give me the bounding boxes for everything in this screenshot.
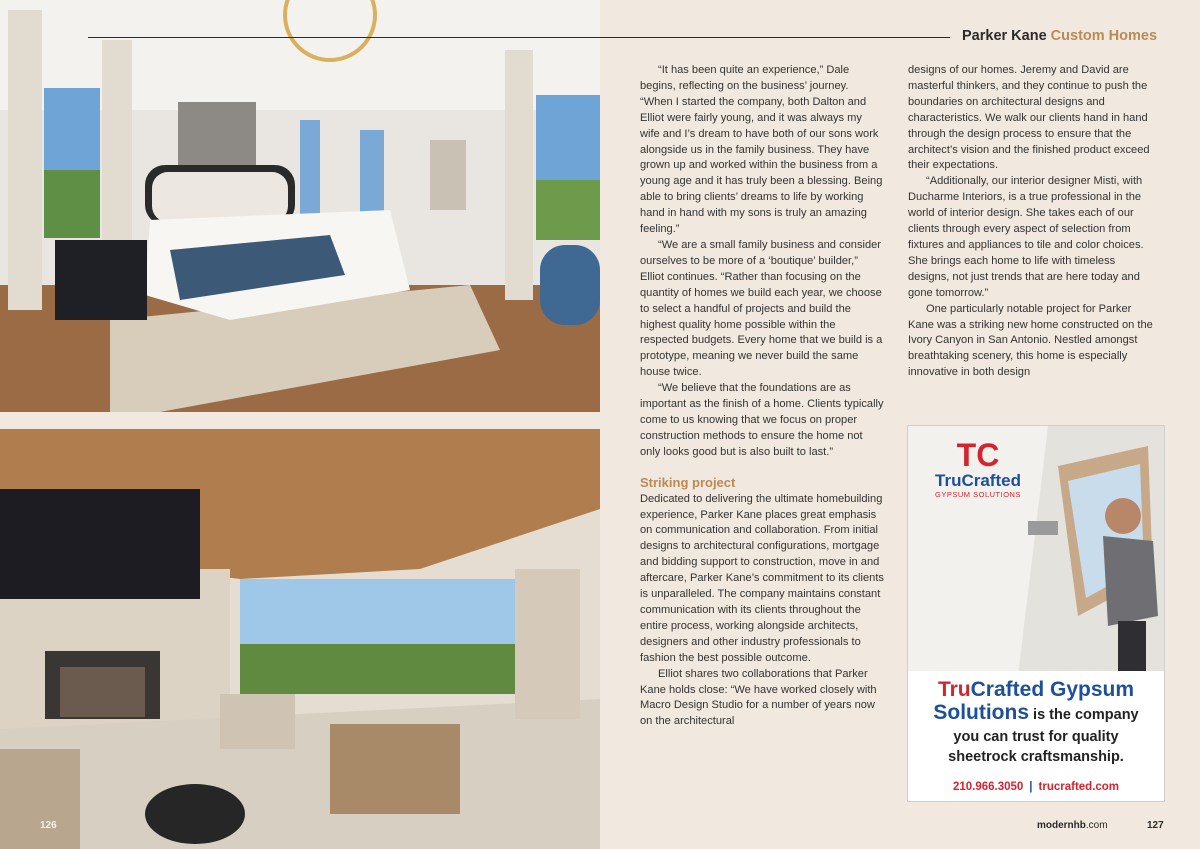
logo-mark: TC <box>956 437 1000 473</box>
ad-line-1: you can trust for quality <box>953 729 1119 745</box>
logo-subtitle: GYPSUM SOLUTIONS <box>935 490 1021 499</box>
page-number-right: 127 <box>1147 820 1164 831</box>
outdoor-living-photo <box>0 429 600 849</box>
footer-site[interactable] <box>1037 820 1108 831</box>
running-header <box>962 28 1157 44</box>
section-subhead: Striking project <box>640 474 736 490</box>
page-number-left: 126 <box>40 820 57 831</box>
paragraph: “It has been quite an experience,” Dale begins, reflecting on the business’ journey. “When I started the company, both Dalton and Elliot were fairly young, and it was always my wife and I’s dream to have both of our sons work alongside us in the family business. They have grown up and worked within the business from a young age and it has truly been a blessing. Being able to bring clients’ dreams to life by working hand in hand with my sons is truly an amazing feeling.” <box>640 64 883 236</box>
ad-copy <box>908 671 1164 801</box>
paragraph: Dedicated to delivering the ultimate homebuilding experience, Parker Kane places great emphasis on communication and collaboration. From initial designs to architectural configurations, mortgage and bidding support to construction, move in and aftercare, Parker Kane’s commitment to its clients is unparalleled. The company maintains constant communication with its clients throughout the entire process, working alongside architects, designers and other industry professionals to fashion the best possible outcome. <box>640 492 884 664</box>
trucrafted-advertisement[interactable] <box>907 425 1165 802</box>
ad-title2-rest: is the company <box>1029 707 1139 723</box>
site-rest: .com <box>1085 820 1108 831</box>
ad-separator: | <box>1029 781 1033 793</box>
ad-line-2: sheetrock craftsmanship. <box>948 749 1124 765</box>
paragraph: One particularly notable project for Parker Kane was a striking new home constructed on the Ivory Canyon in San Antonio. Nestled amongst breathtaking scenery, this home is especially innovative in both design <box>908 302 1153 379</box>
paragraph: “We are a small family business and consider ourselves to be more of a ‘boutique’ builder,” Elliot continues. “Rather than focusing on the quantity of homes we build each year, we choose to select a handful of projects and build the highest quality home possible within the respected budgets. Every home that we build is a prototype, meaning we never build the same house twice. <box>640 238 883 379</box>
bedroom-photo <box>0 0 600 412</box>
article-column-1 <box>640 63 884 730</box>
header-rule <box>88 37 950 38</box>
header-brand-accent: Custom Homes <box>1050 28 1158 44</box>
ad-title2-blue: Solutions <box>933 701 1030 724</box>
paragraph: Elliot shares two collaborations that Parker Kane holds close: “We have worked closely with Macro Design Studio for a number of years now on the architectural <box>640 667 877 728</box>
ad-title-blue: Crafted Gypsum <box>970 678 1135 701</box>
trucrafted-logo <box>908 426 1048 516</box>
site-bold: modernhb <box>1037 820 1086 831</box>
paragraph: “We believe that the foundations are as important as the finish of a home. Clients typically come to us knowing that we focus on proper construction methods to ensure the home not only looks good but is also built to last.” <box>640 382 884 458</box>
ad-title-red: Tru <box>937 678 971 701</box>
paragraph: “Additionally, our interior designer Misti, with Ducharme Interiors, is a true professional in the world of interior design. She takes each of our clients through every aspect of selection from fixtures and appliances to tile and color choices. She brings each home to life with timeless designs, not just trends that are here today and gone tomorrow.” <box>908 175 1144 299</box>
logo-name: TruCrafted <box>935 471 1021 490</box>
article-column-2 <box>908 63 1158 381</box>
header-brand: Parker Kane <box>962 28 1047 44</box>
ad-title-line2 <box>908 701 1164 727</box>
paragraph: designs of our homes. Jeremy and David are masterful thinkers, and they continue to push the boundaries on architectural designs and characteristics. We walk our clients hand in hand through the design process to ensure that the architect’s vision and the finished product exceed their expectations. <box>908 64 1150 172</box>
ad-website-link[interactable]: trucrafted.com <box>1038 781 1120 793</box>
ad-contact <box>908 781 1164 793</box>
ad-title <box>908 679 1164 701</box>
ad-phone[interactable]: 210.966.3050 <box>952 781 1024 793</box>
